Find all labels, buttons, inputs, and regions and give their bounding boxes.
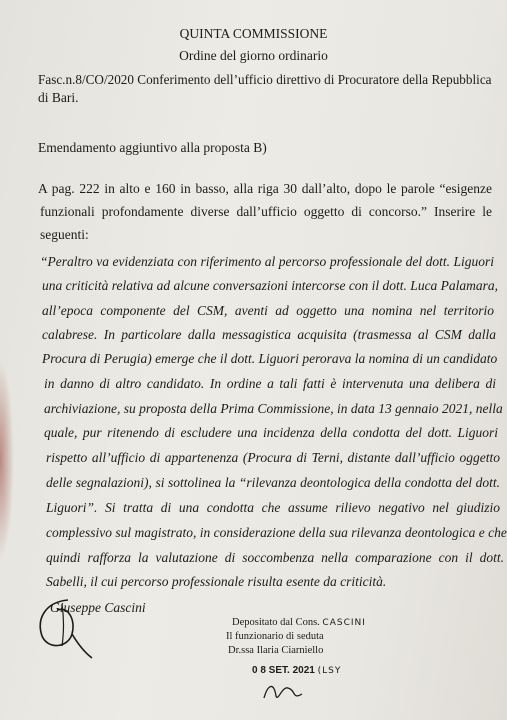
- stamp-deposited-line: [232, 616, 366, 630]
- body-line-4: calabrese. In particolare dalla messagistica acquisita (trasmessa al CSM dalla: [42, 327, 496, 342]
- stamp-date: 0 8 SET. 2021: [252, 665, 315, 676]
- finger-shadow: [0, 360, 14, 560]
- body-line-3: all’epoca componente del CSM, aventi ad oggetto una nomina nel territorio: [42, 303, 494, 318]
- body-line-7: archiviazione, su proposta della Prima Commissione, in data 13 gennaio 2021, nella: [44, 401, 503, 416]
- body-line-13: quindi rafforza la valutazione di soccombenza nella comparazione con il dott.: [46, 550, 504, 565]
- stamp-initials: (LSY: [317, 666, 342, 676]
- stamp-deposited-label: Depositato dal Cons.: [232, 617, 320, 628]
- stamp-officer-name: Dr.ssa Ilaria Ciarniello: [228, 645, 324, 656]
- body-line-5: Procura di Perugia) emerge che il dott. Liguori perorava la nomina di un candidato: [42, 351, 498, 366]
- body-line-8: quale, pur ritenendo di escludere una incidenza della condotta del dott. Liguori: [44, 425, 498, 440]
- body-line-1: “Peraltro va evidenziata con riferimento al percorso professionale del dott. Liguori: [40, 254, 494, 269]
- intro-line-3: seguenti:: [40, 227, 89, 242]
- commission-title: QUINTA COMMISSIONE: [179, 26, 328, 41]
- intro-line-1: A pag. 222 in alto e 160 in basso, alla riga 30 dall’alto, dopo le parole “esigenze: [38, 181, 492, 196]
- handwritten-signature: [28, 588, 108, 663]
- signature-name: Giuseppe Cascini: [50, 600, 146, 615]
- intro-line-2: funzionali profondamente diverse dall’ufficio oggetto di concorso.” Inserire le: [40, 204, 492, 219]
- body-line-10: delle segnalazioni), si sottolinea la “rilevanza deontologica della condotta del dott.: [46, 475, 500, 490]
- agenda-subtitle: Ordine del giorno ordinario: [179, 48, 328, 63]
- amendment-title: Emendamento aggiuntivo alla proposta B): [38, 140, 267, 155]
- stamp-officer-role: Il funzionario di seduta: [226, 631, 324, 642]
- stamp-handwritten-name: CASCINI: [322, 618, 366, 628]
- body-line-6: in danno di altro candidato. In ordine a tali fatti è intervenuta una delibera di: [44, 376, 496, 391]
- body-line-2: una criticità relativa ad alcune conversazioni intercorse con il dott. Luca Palamara,: [42, 278, 499, 293]
- file-line-1: Fasc.n.8/CO/2020 Conferimento dell’ufficio direttivo di Procuratore della Repubblica: [38, 72, 492, 87]
- body-line-12: complessivo sul magistrato, in considerazione della sua rilevanza deontologica e che: [46, 525, 507, 540]
- body-line-9: rispetto all’ufficio di appartenenza (Procura di Terni, distante dall’ufficio oggetto: [46, 450, 500, 465]
- body-line-11: Liguori”. Si tratta di una condotta che assume rilievo negativo nel giudizio: [46, 500, 500, 515]
- body-line-14: Sabelli, il cui percorso professionale risulta esente da criticità.: [46, 574, 387, 589]
- file-line-2: di Bari.: [38, 90, 79, 105]
- stamp-initials-scrawl: [258, 676, 318, 706]
